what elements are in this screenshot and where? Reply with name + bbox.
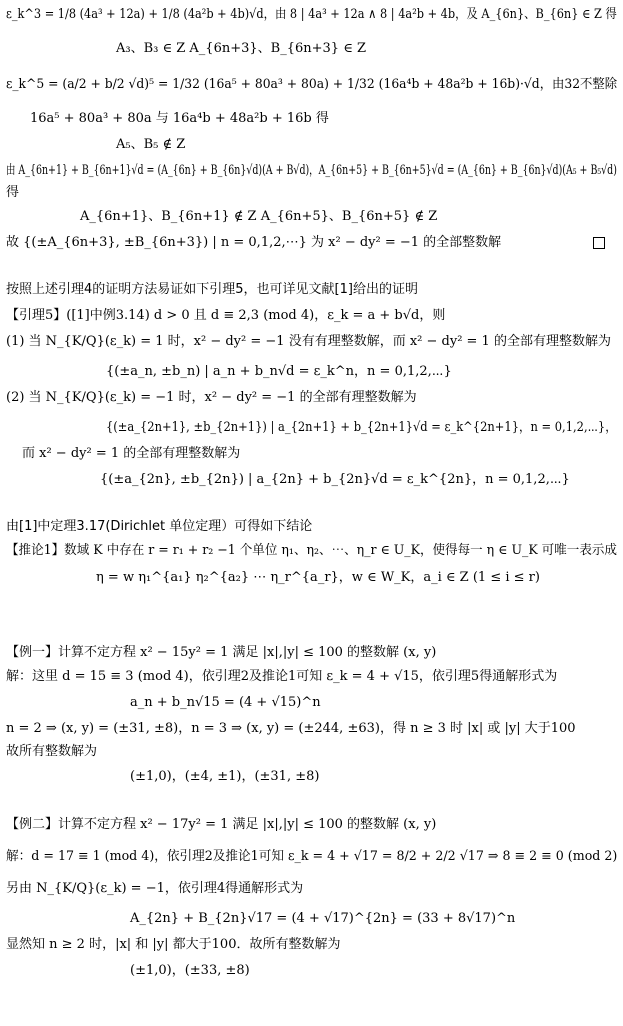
recurrence-relation: 由 A_{6n+1} + B_{6n+1}√d = (A_{6n} + B_{6n}√d)(A + B√d)，A_{6n+5} + B_{6n+5}√d = (A_{6n} + B_{6n}√d)(A₅ + B₅√d) [6, 163, 617, 178]
example2-solution: 解：d = 17 ≡ 1 (mod 4)，依引理2及推论1可知 ε_k = 4 + √17 = 8/2 + 2/2 √17 ⇒ 8 ≡ 2 ≡ 0 (mod 2) [6, 849, 618, 864]
example1-all-solutions-label: 故所有整数解为 [6, 744, 98, 759]
example1-solution: 解：这里 d = 15 ≡ 3 (mod 4)，依引理2及推论1可知 ε_k = 4 + √15，依引理5得通解形式为 [6, 669, 558, 684]
lemma5-case2-set-even: {(±a_{2n}, ±b_{2n}) | a_{2n} + b_{2n}√d = ε_k^{2n}，n = 0,1,2,⋯} [100, 472, 570, 487]
qed-square-icon [593, 237, 605, 249]
a3-b3-in-z: A₃、B₃ ∈ Z A_{6n+3}、B_{6n+3} ∈ Z [116, 41, 366, 56]
lemma5-case2: (2) 当 N_{K/Q}(ε_k) = −1 时，x² − dy² = −1 的全部有理整数解为 [6, 390, 417, 405]
lemma5-case1-set: {(±a_n, ±b_n) | a_n + b_n√d = ε_k^n，n = 0,1,2,⋯} [106, 364, 452, 379]
lemma5-case1: (1) 当 N_{K/Q}(ε_k) = 1 时，x² − dy² = −1 没有有理整数解，而 x² − dy² = 1 的全部有理整数解为 [6, 334, 611, 349]
example2-conclusion: 显然知 n ≥ 2 时，|x| 和 |y| 都大于100．故所有整数解为 [6, 937, 341, 952]
hence-label: 得 [6, 185, 20, 200]
example1-general-form: a_n + b_n√15 = (4 + √15)^n [130, 695, 321, 710]
example2-general-form: A_{2n} + B_{2n}√17 = (4 + √17)^{2n} = (33 + 8√17)^n [130, 911, 516, 926]
example2-heading: 【例二】计算不定方程 x² − 17y² = 1 满足 |x|,|y| ≤ 100 的整数解 (x, y) [6, 817, 437, 832]
example2-norm: 另由 N_{K/Q}(ε_k) = −1，依引理4得通解形式为 [6, 881, 304, 896]
lemma5-case2-positive: 而 x² − dy² = 1 的全部有理整数解为 [22, 446, 241, 461]
lemma5-case2-set-odd: {(±a_{2n+1}, ±b_{2n+1}) | a_{2n+1} + b_{2n+1}√d = ε_k^{2n+1}，n = 0,1,2,⋯}， [106, 420, 617, 435]
example2-solutions: (±1,0)，(±33, ±8) [130, 963, 250, 978]
eps-cube-expansion: ε_k^3 = 1/8 (4a³ + 12a) + 1/8 (4a²b + 4b)√d，由 8 | 4a³ + 12a ∧ 8 | 4a²b + 4b，及 A_{6n}、B_{6n} ∈ Z 得 [6, 7, 617, 22]
a5-b5-not-in-z: A₅、B₅ ∉ Z [116, 137, 186, 152]
corollary1-statement: 【推论1】数域 K 中存在 r = r₁ + r₂ −1 个单位 η₁、η₂、⋯、η_r ∈ U_K，使得每一 η ∈ U_K 可唯一表示成 [6, 543, 617, 558]
divisibility-note: 16a⁵ + 80a³ + 80a 与 16a⁴b + 48a²b + 16b 得 [30, 111, 329, 126]
lemma5-intro: 按照上述引理4的证明方法易证如下引理5，也可详见文献[1]给出的证明 [6, 282, 418, 297]
eps-fifth-expansion: ε_k^5 = (a/2 + b/2 √d)⁵ = 1/32 (16a⁵ + 80a³ + 80a) + 1/32 (16a⁴b + 48a²b + 16b)·√d，由32不整除 [6, 77, 618, 92]
dirichlet-intro: 由[1]中定理3.17(Dirichlet 单位定理）可得如下结论 [6, 519, 313, 534]
conclusion-neg-pell: 故 {(±A_{6n+3}, ±B_{6n+3}) | n = 0,1,2,⋯} 为 x² − dy² = −1 的全部整数解 [6, 235, 502, 250]
not-in-z-result: A_{6n+1}、B_{6n+1} ∉ Z A_{6n+5}、B_{6n+5} ∉ Z [80, 209, 438, 224]
lemma5-statement: 【引理5】([1]中例3.14) d > 0 且 d ≡ 2,3 (mod 4)，ε_k = a + b√d，则 [6, 308, 446, 323]
example1-heading: 【例一】计算不定方程 x² − 15y² = 1 满足 |x|,|y| ≤ 100 的整数解 (x, y) [6, 645, 437, 660]
example1-cases: n = 2 ⇒ (x, y) = (±31, ±8)，n = 3 ⇒ (x, y) = (±244, ±63)，得 n ≥ 3 时 |x| 或 |y| 大于100 [6, 721, 576, 736]
corollary1-formula: η = w η₁^{a₁} η₂^{a₂} ⋯ η_r^{a_r}，w ∈ W_K，a_i ∈ Z (1 ≤ i ≤ r) [96, 570, 540, 585]
example1-solutions: (±1,0)，(±4, ±1)，(±31, ±8) [130, 769, 320, 784]
